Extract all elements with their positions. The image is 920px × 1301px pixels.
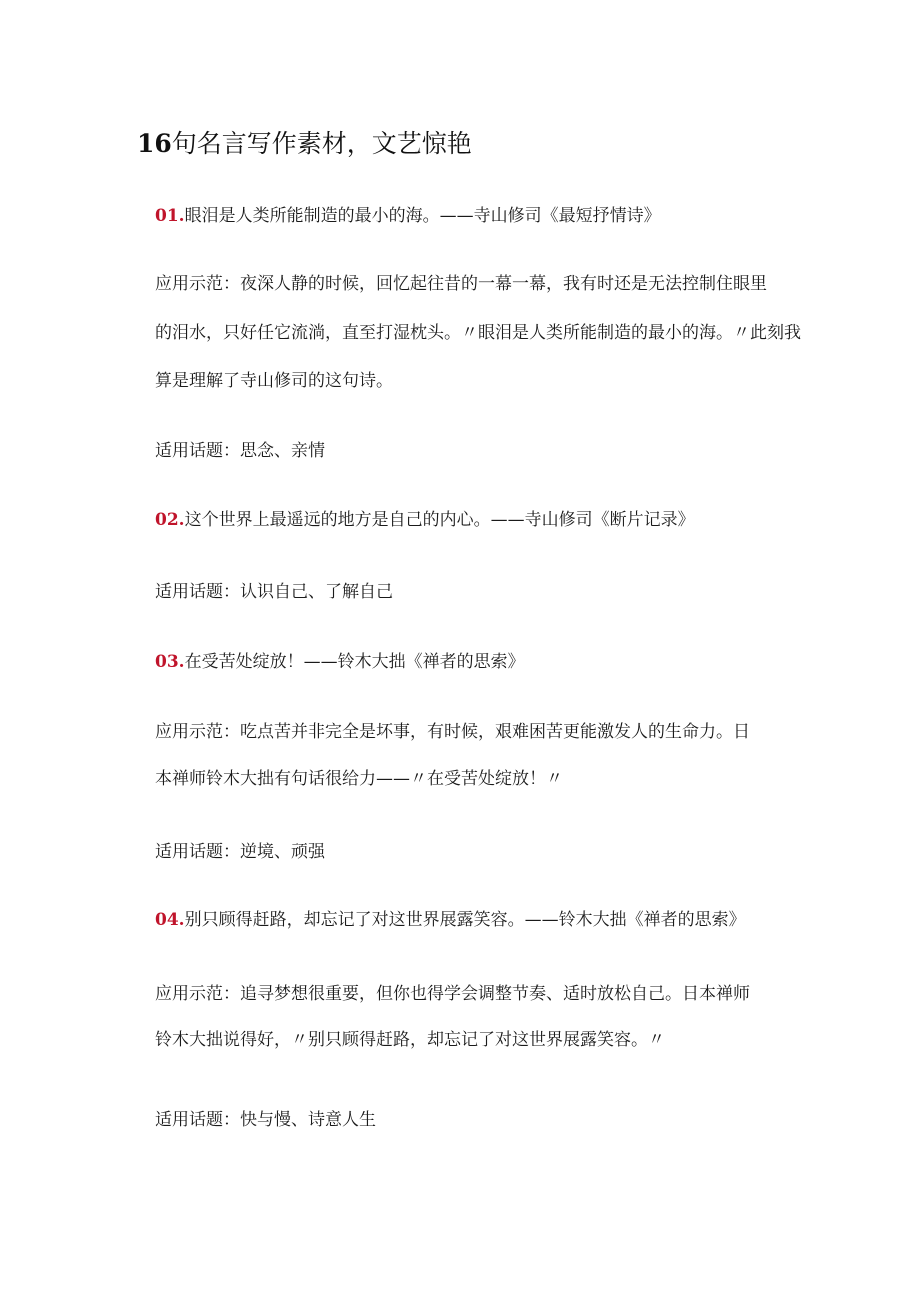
- example-line: 应用示范：吃点苦并非完全是坏事，有时候，艰难困苦更能激发人的生命力。日: [155, 722, 750, 742]
- example-line: 应用示范：夜深人静的时候，回忆起往昔的一幕一幕，我有时还是无法控制住眼里: [155, 274, 767, 294]
- quote-text: 眼泪是人类所能制造的最小的海。——寺山修司《最短抒情诗》: [184, 206, 661, 226]
- page-title: [137, 124, 472, 164]
- topics-line: 适用话题：思念、亲情: [155, 441, 325, 461]
- quote-number: 02.: [155, 510, 185, 530]
- example-line: 本禅师铃木大拙有句话很给力——〃在受苦处绽放！〃: [155, 769, 563, 789]
- quote-text: 在受苦处绽放！——铃木大拙《禅者的思索》: [184, 652, 525, 672]
- quote-number: 04.: [155, 910, 185, 930]
- quote-heading: [155, 202, 661, 230]
- example-line: 铃木大拙说得好，〃别只顾得赶路，却忘记了对这世界展露笑容。〃: [155, 1030, 665, 1050]
- quote-heading: [155, 648, 525, 676]
- title-number: 16: [137, 129, 172, 158]
- topics-line: 适用话题：认识自己、了解自己: [155, 582, 393, 602]
- quote-number: 03.: [155, 652, 185, 672]
- example-line: 算是理解了寺山修司的这句诗。: [155, 371, 393, 391]
- quote-text: 这个世界上最遥远的地方是自己的内心。——寺山修司《断片记录》: [184, 510, 695, 530]
- topics-line: 适用话题：逆境、顽强: [155, 842, 325, 862]
- quote-heading: [155, 506, 695, 534]
- quote-text: 别只顾得赶路，却忘记了对这世界展露笑容。——铃木大拙《禅者的思索》: [184, 910, 746, 930]
- quote-number: 01.: [155, 206, 185, 226]
- example-line: 应用示范：追寻梦想很重要，但你也得学会调整节奏、适时放松自己。日本禅师: [155, 984, 750, 1004]
- quote-heading: [155, 906, 746, 934]
- title-text: 句名言写作素材，文艺惊艳: [171, 129, 472, 158]
- example-line: 的泪水，只好任它流淌，直至打湿枕头。〃眼泪是人类所能制造的最小的海。〃此刻我: [155, 323, 801, 343]
- topics-line: 适用话题：快与慢、诗意人生: [155, 1110, 376, 1130]
